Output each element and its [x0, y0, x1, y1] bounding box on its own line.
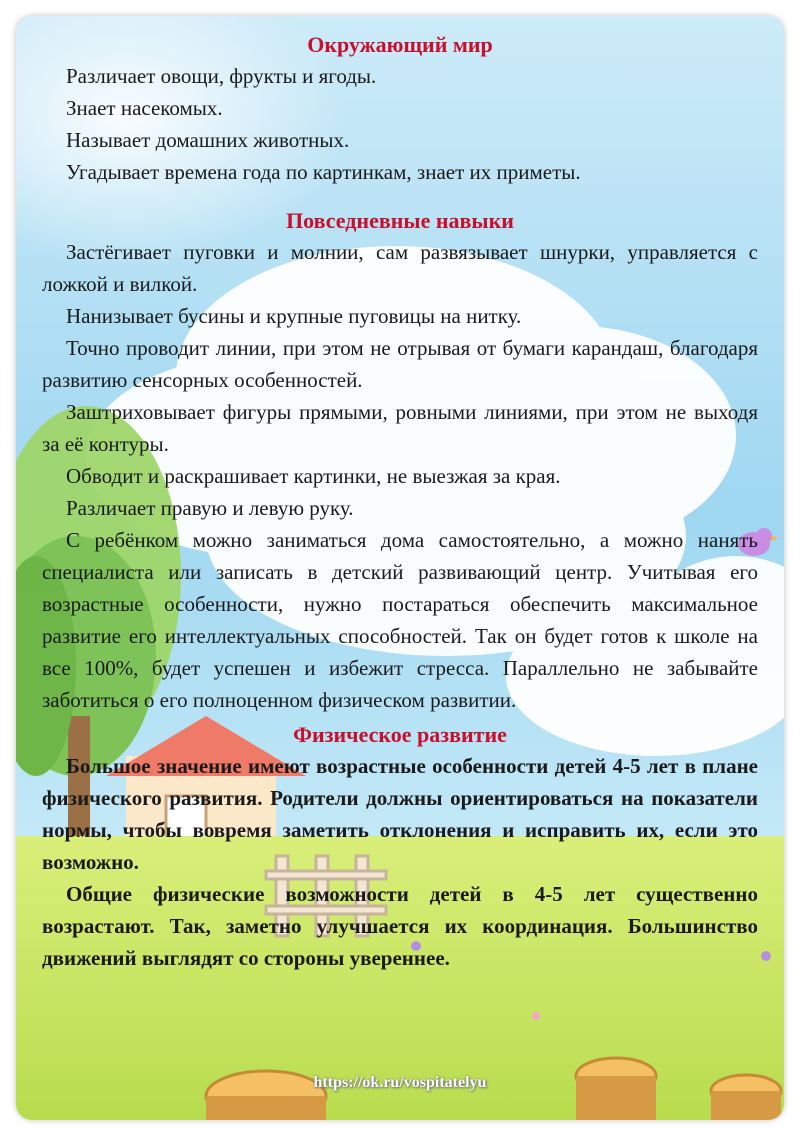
list-item: Называет домашних животных.: [66, 128, 350, 152]
paragraph: С ребёнком можно заниматься дома самостоятельно, а можно нанять специалиста или записать в детский развивающий центр. Учитывая его возрастные особенности, нужно постараться обеспечить максимальное развитие его интеллектуальных способностей. Так он будет готов к школе на все 100%, будет успешен и избежит стресса. Параллельно не забывайте заботиться о его полноценном физическом развитии.: [42, 528, 758, 712]
poster-card: [16, 16, 784, 1120]
section-daily-skills: [42, 206, 758, 716]
source-url: https://ok.ru/vospitatelyu: [313, 1074, 487, 1091]
document-body: [42, 30, 758, 974]
paragraph: Нанизывает бусины и крупные пуговицы на нитку.: [66, 304, 522, 328]
list-item: Знает насекомых.: [66, 96, 223, 120]
paragraph: Точно проводит линии, при этом не отрывая от бумаги карандаш, благодаря развитию сенсорных особенностей.: [42, 336, 758, 392]
list-item: Различает овощи, фрукты и ягоды.: [66, 64, 377, 88]
list-item: Угадывает времена года по картинкам, знает их приметы.: [66, 160, 581, 184]
paragraph: Застёгивает пуговки и молнии, сам развязывает шнурки, управляется с ложкой и вилкой.: [42, 240, 758, 296]
paragraph: Заштриховывает фигуры прямыми, ровными линиями, при этом не выходя за её контуры.: [42, 400, 758, 456]
section-title: Повседневные навыки: [286, 208, 514, 233]
section-physical-development: [42, 720, 758, 974]
paragraph: Обводит и раскрашивает картинки, не выезжая за края.: [66, 464, 561, 488]
paragraph: Общие физические возможности детей в 4-5 лет существенно возрастают. Так, заметно улучшается их координация. Большинство движений выглядят со стороны увереннее.: [42, 882, 758, 970]
section-title: Физическое развитие: [293, 722, 507, 747]
paragraph: Большое значение имеют возрастные особенности детей 4-5 лет в плане физического развития. Родители должны ориентироваться на показатели нормы, чтобы вовремя заметить отклонения и исправить их, если это возможно.: [42, 754, 758, 874]
section-title: Окружающий мир: [307, 32, 493, 57]
paragraph: Различает правую и левую руку.: [66, 496, 354, 520]
items-list: [42, 60, 758, 188]
section-environment: [42, 30, 758, 200]
